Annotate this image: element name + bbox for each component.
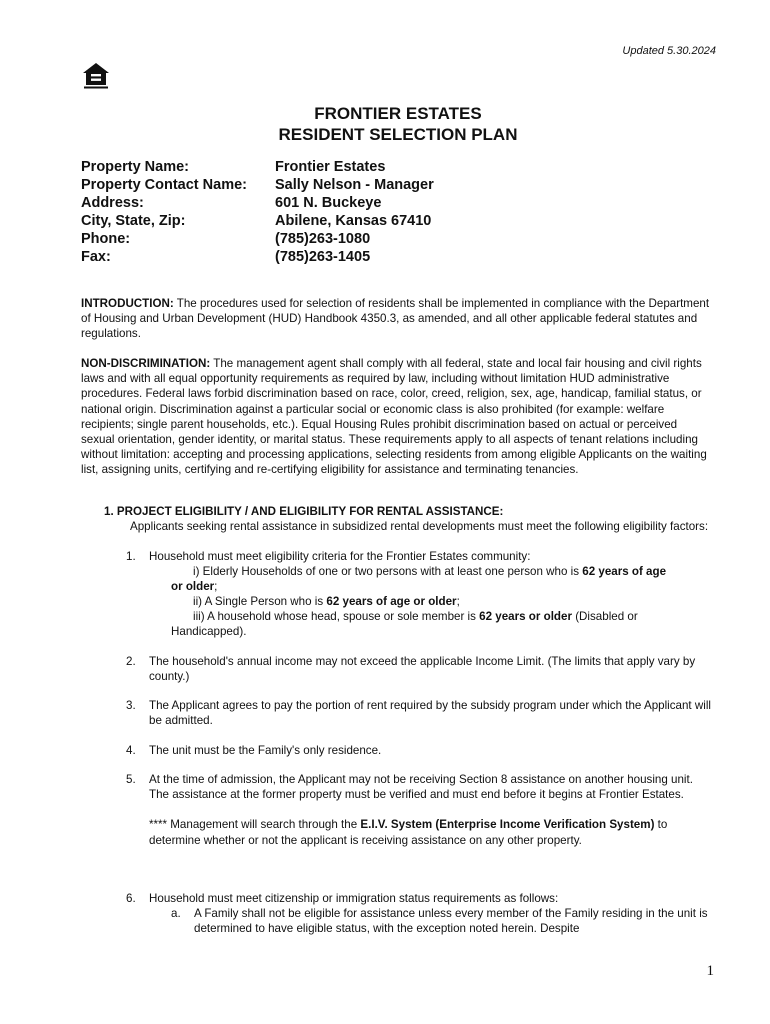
phone-row: Phone: (785)263-1080 [81, 231, 371, 247]
sub-item-iii: iii) A household whose head, spouse or sole member is 62 years or older (Disabled or Handicapped). [171, 610, 638, 639]
non-discrimination-paragraph: NON-DISCRIMINATION: The management agent shall comply with all federal, state and local fair housing and civil rights laws and with all equal opportunity requirements as required by law, including without limitation HUD administrative procedures. Federal laws forbid discrimination based on race, color, creed, religion, sex, age, handicap, familial status, or national origin. Discrimination against a particular social or economic class is also prohibited (for example: welfare recipients; single parent households, etc.). Equal Housing Rules prohibit discrimination based on actual or perceived sexual orientation, gender identity, or marital status. These requirements apply to all aspects of tenant relations including without limitation: accepting and processing applications, selecting residents from among eligible Applicants on the waiting list, assigning units, certifying and re-certifying eligibility for assistance and terminating tenancies. [81, 357, 707, 477]
list-item: 3. The Applicant agrees to pay the portion of rent required by the subsidy program under which the Applicant will be admitted. [126, 699, 711, 728]
sub-item-ii: ii) A Single Person who is 62 years of age or older; [193, 595, 460, 608]
non-discrimination-heading: NON-DISCRIMINATION: [81, 357, 211, 370]
city-state-zip-row: City, State, Zip: Abilene, Kansas 67410 [81, 213, 432, 229]
sub-item-a-label: a. [171, 907, 181, 920]
property-contact-row: Property Contact Name: Sally Nelson - Manager [81, 177, 434, 193]
section-1-heading: 1. PROJECT ELIGIBILITY / AND ELIGIBILITY FOR RENTAL ASSISTANCE: [104, 505, 504, 518]
introduction-heading: INTRODUCTION: [81, 297, 174, 310]
section-1-intro: Applicants seeking rental assistance in subsidized rental developments must meet the following eligibility factors: [130, 520, 709, 533]
list-item: 2. The household's annual income may not exceed the applicable Income Limit. (The limits that apply vary by county.) [126, 655, 696, 684]
equal-housing-opportunity-icon [81, 60, 111, 90]
page-number: 1 [706, 963, 714, 979]
fax-row: Fax: (785)263-1405 [81, 249, 371, 265]
introduction-paragraph: INTRODUCTION: The procedures used for selection of residents shall be implemented in compliance with the Department of Housing and Urban Development (HUD) Handbook 4350.3, as amended, and all other applicable federal statutes and regulations. [81, 297, 710, 341]
property-name-row: Property Name: Frontier Estates [81, 159, 386, 175]
sub-item-a: A Family shall not be eligible for assistance unless every member of the Family residing in the unit is determined to have eligible status, with the exception noted herein. Despite [194, 907, 708, 936]
list-item: 5. At the time of admission, the Applicant may not be receiving Section 8 assistance on another housing unit. The assistance at the former property must be verified and must end before it begins at Frontier Estates. **** Management will search through the E.I.V. System (Enterprise Income Verification System) to determine whether or not the applicant is receiving assistance on any other property. [126, 772, 716, 848]
document-subtitle: RESIDENT SELECTION PLAN [278, 125, 518, 144]
updated-date: Updated 5.30.2024 [622, 45, 716, 57]
address-row: Address: 601 N. Buckeye [81, 195, 382, 211]
document-title: FRONTIER ESTATES [314, 104, 482, 123]
property-info-block [81, 158, 434, 266]
eiv-note: **** Management will search through the E.I.V. System (Enterprise Income Verification System) to determine whether or not the applicant is receiving assistance on any other property. [149, 818, 668, 847]
list-item: 6. Household must meet citizenship or immigration status requirements as follows: [126, 892, 559, 905]
sub-item-i: i) Elderly Households of one or two persons with at least one person who is 62 years of age or older; [171, 565, 667, 594]
list-item: 4. The unit must be the Family's only residence. [126, 744, 382, 757]
list-item: 1. Household must meet eligibility criteria for the Frontier Estates community: [126, 550, 531, 563]
